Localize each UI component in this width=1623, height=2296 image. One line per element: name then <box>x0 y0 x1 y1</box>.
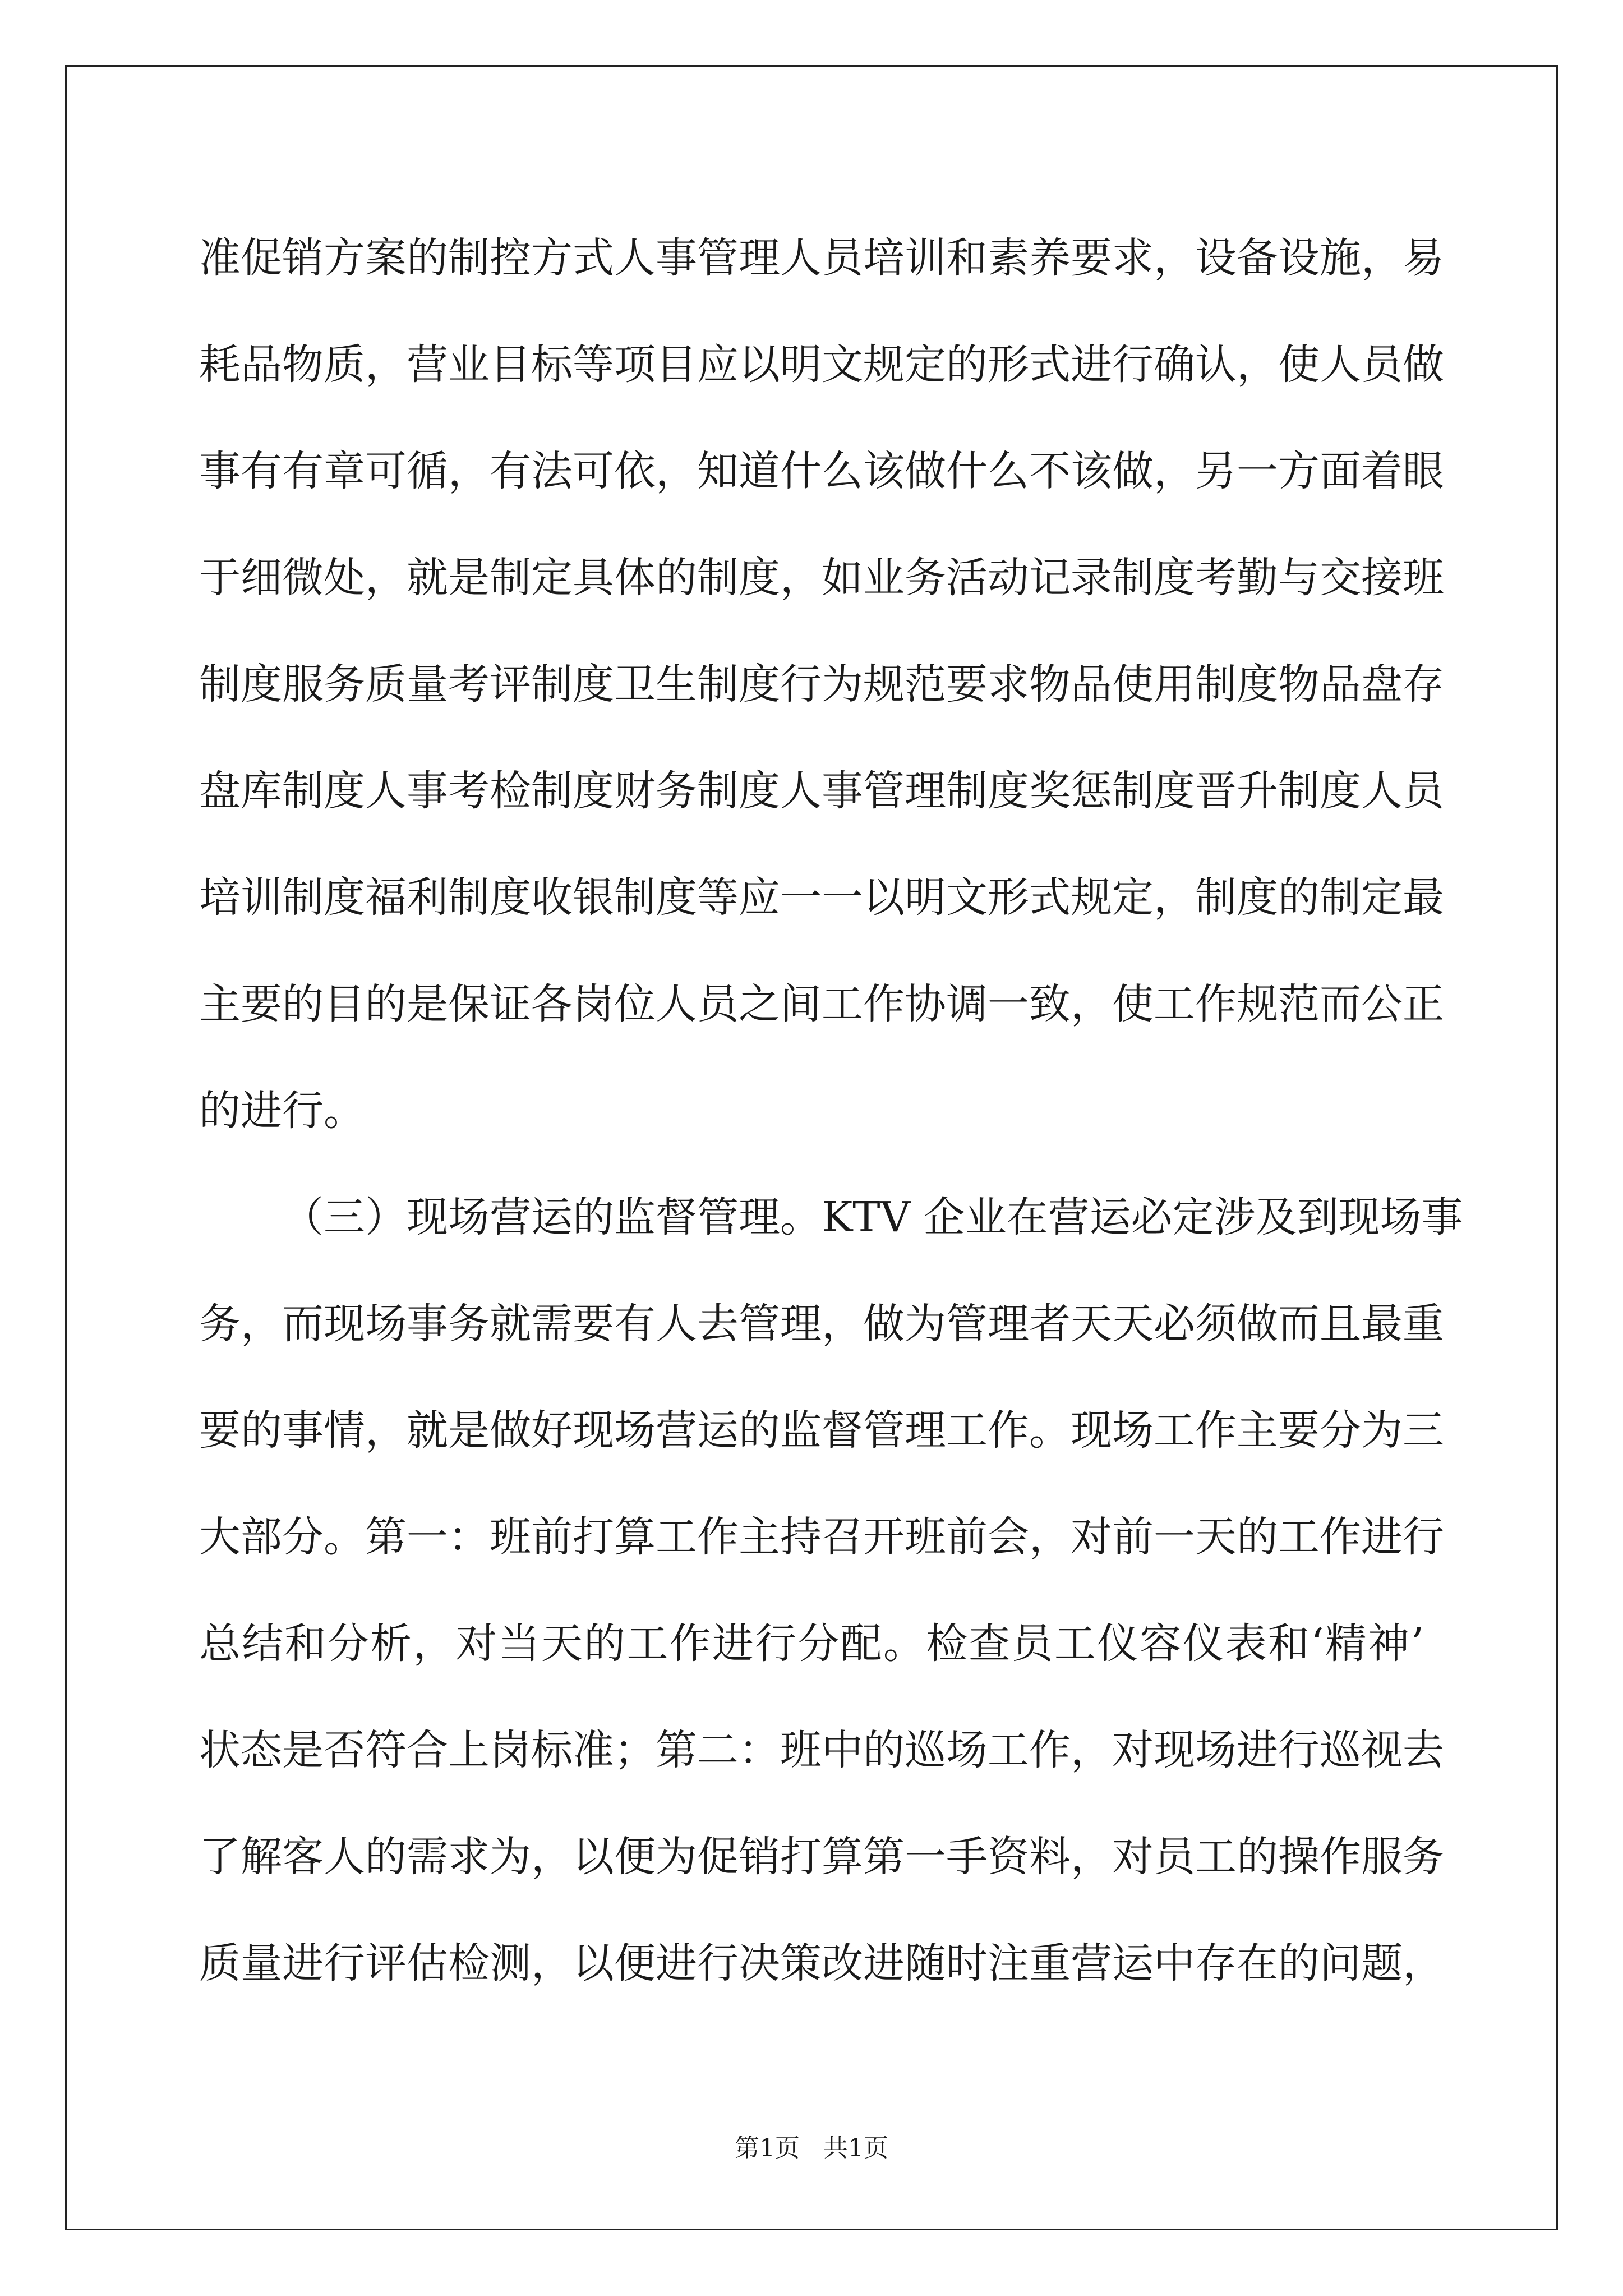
text-line: 于细微处，就是制定具体的制度，如业务活动记录制度考勤与交接班 <box>199 554 1444 602</box>
text-line: 务，而现场事务就需要有人去管理，做为管理者天天必须做而且最重 <box>199 1300 1444 1348</box>
text-line: 状态是否符合上岗标准；第二：班中的巡场工作，对现场进行巡视去 <box>199 1726 1444 1774</box>
text-line: 培训制度福利制度收银制度等应一一以明文形式规定，制度的制定最 <box>199 873 1444 922</box>
document-body <box>199 205 1463 2017</box>
text-line: 大部分。第一：班前打算工作主持召开班前会，对前一天的工作进行 <box>199 1513 1444 1561</box>
text-line: 主要的目的是保证各岗位人员之间工作协调一致，使工作规范而公正 <box>199 980 1444 1028</box>
text-line: 总结和分析，对当天的工作进行分配。检查员工仪容仪表和‘精神’ <box>199 1619 1424 1668</box>
text-line: 盘库制度人事考检制度财务制度人事管理制度奖惩制度晋升制度人员 <box>199 767 1444 815</box>
text-line: 准促销方案的制控方式人事管理人员培训和素养要求，设备设施，易 <box>199 234 1444 282</box>
page-number-footer: 第1页 共1页 <box>735 2134 888 2162</box>
text-line: 质量进行评估检测，以便进行决策改进随时注重营运中存在的问题， <box>199 1939 1444 1987</box>
text-line: 要的事情，就是做好现场营运的监督管理工作。现场工作主要分为三 <box>199 1406 1444 1455</box>
text-line: 了解客人的需求为，以便为促销打算第一手资料，对员工的操作服务 <box>199 1833 1444 1881</box>
text-line: 事有有章可循，有法可依，知道什么该做什么不该做，另一方面着眼 <box>199 447 1444 495</box>
paragraph-heading-line: （三）现场营运的监督管理。KTV 企业在营运必定涉及到现场事 <box>282 1193 1463 1241</box>
text-line: 耗品物质，营业目标等项目应以明文规定的形式进行确认，使人员做 <box>199 341 1444 389</box>
text-line: 的进行。 <box>199 1087 365 1135</box>
text-line: 制度服务质量考评制度卫生制度行为规范要求物品使用制度物品盘存 <box>199 660 1444 708</box>
